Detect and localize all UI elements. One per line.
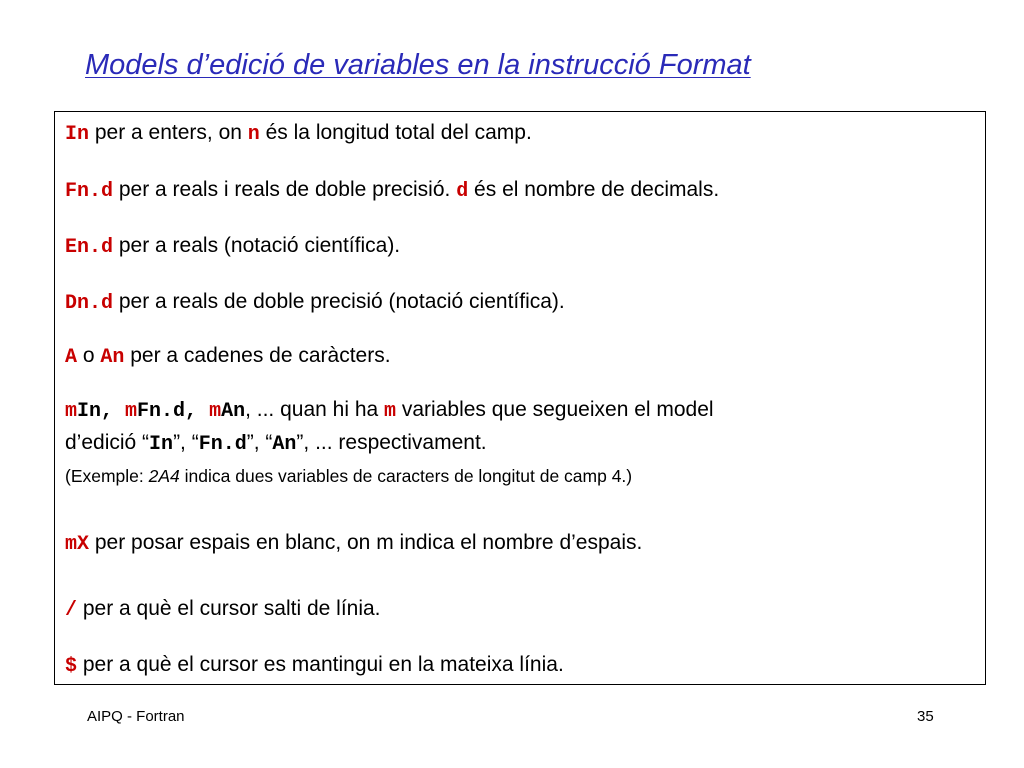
description: ”, ... respectivament. (296, 431, 487, 454)
description: és el nombre de decimals. (468, 178, 720, 201)
format-code: Fn.d (65, 180, 114, 203)
description: (Exemple: (65, 466, 149, 486)
format-code: m (209, 400, 222, 423)
format-line-spaces (65, 530, 642, 558)
description: per posar espais en blanc, on m indica el nombre d’espais. (89, 531, 643, 554)
description: per a què el cursor salti de línia. (77, 597, 381, 620)
format-code: m (384, 400, 397, 423)
example-code: 2A4 (148, 466, 180, 486)
description: per a reals i reals de doble precisió. (113, 178, 457, 201)
description: és la longitud total del camp. (259, 121, 532, 144)
format-line-scientific (65, 233, 400, 261)
description: indica dues variables de caracters de longitut de camp 4.) (179, 466, 633, 486)
format-code: An (221, 400, 246, 423)
format-code: Dn.d (65, 292, 114, 315)
format-code: Fn.d (198, 433, 247, 456)
format-line-double-scientific (65, 289, 565, 317)
content-box (54, 111, 986, 685)
description: per a enters, on (89, 121, 248, 144)
format-code: mX (65, 533, 90, 556)
description: , ... quan hi ha (245, 398, 385, 421)
description: ”, “ (246, 431, 273, 454)
page-number: 35 (917, 708, 934, 725)
format-line-same-line (65, 652, 564, 680)
format-line-integer (65, 120, 532, 148)
format-code: $ (65, 655, 78, 678)
description: d’edició “ (65, 431, 150, 454)
format-code: An (100, 346, 125, 369)
format-code: In, (77, 400, 126, 423)
example-note (65, 463, 632, 489)
format-code: m (65, 400, 78, 423)
format-code: n (247, 123, 260, 146)
description: per a cadenes de caràcters. (124, 344, 391, 367)
format-code: / (65, 599, 78, 622)
format-code: An (272, 433, 297, 456)
format-line-strings (65, 343, 391, 371)
format-code: Fn.d, (137, 400, 210, 423)
description: per a reals de doble precisió (notació científica). (113, 290, 565, 313)
format-code: In (149, 433, 174, 456)
footer-label: AIPQ - Fortran (87, 708, 185, 725)
format-line-real (65, 177, 719, 205)
description: per a què el cursor es mantingui en la mateixa línia. (77, 653, 564, 676)
format-code: m (125, 400, 138, 423)
format-line-repeat (65, 397, 714, 425)
description: ”, “ (173, 431, 199, 454)
format-line-newline (65, 596, 381, 624)
format-line-repeat-cont (65, 430, 487, 458)
format-code: A (65, 346, 78, 369)
description: variables que segueixen el model (396, 398, 714, 421)
slide-title: Models d’edició de variables en la instrucció Format (85, 49, 751, 81)
format-code: En.d (65, 236, 114, 259)
format-code: d (456, 180, 469, 203)
format-code: In (65, 123, 90, 146)
description: per a reals (notació científica). (113, 234, 401, 257)
description: o (77, 344, 101, 367)
